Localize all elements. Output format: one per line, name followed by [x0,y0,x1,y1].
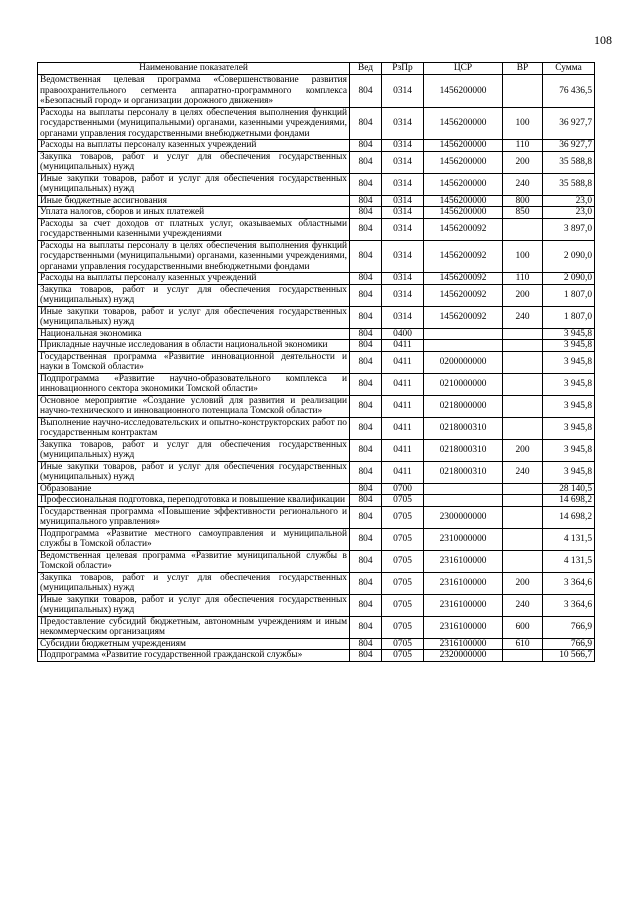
row-name: Закупка товаров, работ и услуг для обеспечения государственных (муниципальных) нужд [38,439,350,461]
row-rzpr: 0705 [382,572,424,594]
row-csr: 1456200092 [424,306,503,328]
row-rzpr: 0314 [382,306,424,328]
table-row [38,461,595,483]
table-row [38,483,595,495]
row-sum: 14 698,2 [543,495,595,507]
row-name: Иные закупки товаров, работ и услуг для обеспечения государственных (муниципальных) нужд [38,173,350,195]
table-row [38,572,595,594]
row-sum: 3 945,8 [543,351,595,373]
row-sum: 4 131,5 [543,550,595,572]
row-sum: 14 698,2 [543,506,595,528]
table-header-row [38,63,595,75]
row-sum: 3 897,0 [543,218,595,240]
row-rzpr: 0314 [382,140,424,152]
table-row [38,528,595,550]
row-ved: 804 [350,528,382,550]
row-name: Иные закупки товаров, работ и услуг для обеспечения государственных (муниципальных) нужд [38,461,350,483]
row-name: Уплата налогов, сборов и иных платежей [38,207,350,219]
row-csr: 2316100000 [424,594,503,616]
row-sum: 3 945,8 [543,461,595,483]
table-row [38,173,595,195]
row-rzpr: 0411 [382,340,424,352]
row-ved: 804 [350,594,382,616]
row-csr: 0218000310 [424,461,503,483]
row-ved: 804 [350,572,382,594]
budget-table [37,62,595,662]
row-vr [503,340,543,352]
row-name: Иные закупки товаров, работ и услуг для обеспечения государственных (муниципальных) нужд [38,594,350,616]
row-sum: 766,9 [543,638,595,650]
table-row [38,218,595,240]
table-row [38,495,595,507]
row-csr: 0218000000 [424,395,503,417]
row-name: Подпрограмма «Развитие научно-образовательного комплекса и инновационного сектора экономики Томской области» [38,373,350,395]
row-sum: 36 927,7 [543,107,595,140]
row-name: Выполнение научно-исследовательских и опытно-конструкторских работ по государственным контрактам [38,417,350,439]
table-row [38,328,595,340]
row-ved: 804 [350,328,382,340]
row-rzpr: 0411 [382,461,424,483]
row-rzpr: 0411 [382,417,424,439]
row-ved: 804 [350,351,382,373]
row-vr [503,395,543,417]
row-ved: 804 [350,439,382,461]
row-name: Иные закупки товаров, работ и услуг для обеспечения государственных (муниципальных) нужд [38,306,350,328]
row-sum: 766,9 [543,616,595,638]
row-csr: 2316100000 [424,616,503,638]
row-vr [503,417,543,439]
row-rzpr: 0314 [382,107,424,140]
row-rzpr: 0705 [382,528,424,550]
row-csr: 1456200092 [424,273,503,285]
row-rzpr: 0700 [382,483,424,495]
row-name: Государственная программа «Повышение эффективности регионального и муниципального управления» [38,506,350,528]
row-csr: 2300000000 [424,506,503,528]
row-ved: 804 [350,638,382,650]
row-ved: 804 [350,207,382,219]
row-sum: 1 807,0 [543,306,595,328]
row-name: Национальная экономика [38,328,350,340]
row-ved: 804 [350,75,382,108]
table-row [38,140,595,152]
row-rzpr: 0705 [382,616,424,638]
row-name: Расходы на выплаты персоналу в целях обеспечения выполнения функций государственными (муниципальными) органами, казенными учреждениями, органами управления государственными внебюджетными фондами [38,240,350,273]
table-row [38,340,595,352]
row-rzpr: 0314 [382,75,424,108]
row-csr: 2316100000 [424,550,503,572]
row-vr: 200 [503,572,543,594]
row-vr [503,506,543,528]
row-rzpr: 0314 [382,218,424,240]
row-sum: 2 090,0 [543,273,595,285]
row-rzpr: 0705 [382,594,424,616]
row-ved: 804 [350,173,382,195]
row-rzpr: 0314 [382,273,424,285]
row-vr [503,495,543,507]
row-vr: 110 [503,273,543,285]
row-name: Подпрограмма «Развитие государственной гражданской службы» [38,650,350,662]
row-name: Закупка товаров, работ и услуг для обеспечения государственных (муниципальных) нужд [38,572,350,594]
row-csr: 1456200092 [424,284,503,306]
row-csr: 1456200092 [424,240,503,273]
row-vr: 610 [503,638,543,650]
row-csr: 2320000000 [424,650,503,662]
row-sum: 2 090,0 [543,240,595,273]
row-ved: 804 [350,550,382,572]
row-csr [424,483,503,495]
table-row [38,395,595,417]
row-sum: 4 131,5 [543,528,595,550]
row-vr: 110 [503,140,543,152]
row-rzpr: 0411 [382,351,424,373]
row-csr: 1456200092 [424,218,503,240]
row-name: Иные бюджетные ассигнования [38,195,350,207]
row-sum: 3 945,8 [543,395,595,417]
row-name: Подпрограмма «Развитие местного самоуправления и муниципальной службы в Томской области» [38,528,350,550]
row-name: Предоставление субсидий бюджетным, автономным учреждениям и иным некоммерческим организациям [38,616,350,638]
table-row [38,439,595,461]
row-sum: 28 140,5 [543,483,595,495]
row-vr [503,351,543,373]
header-sum: Сумма [543,63,595,75]
row-ved: 804 [350,240,382,273]
row-sum: 36 927,7 [543,140,595,152]
table-row [38,506,595,528]
row-name: Основное мероприятие «Создание условий для развития и реализации научно-технического и инновационного потенциала Томской области» [38,395,350,417]
row-vr [503,528,543,550]
table-row [38,107,595,140]
table-row [38,207,595,219]
row-rzpr: 0705 [382,495,424,507]
row-csr: 1456200000 [424,173,503,195]
row-ved: 804 [350,495,382,507]
row-rzpr: 0705 [382,650,424,662]
row-ved: 804 [350,483,382,495]
row-ved: 804 [350,650,382,662]
row-csr: 2316100000 [424,572,503,594]
table-row [38,284,595,306]
row-sum: 76 436,5 [543,75,595,108]
table-row [38,616,595,638]
row-sum: 3 945,8 [543,373,595,395]
row-ved: 804 [350,506,382,528]
row-vr: 200 [503,284,543,306]
row-ved: 804 [350,218,382,240]
row-vr: 240 [503,461,543,483]
row-ved: 804 [350,151,382,173]
row-name: Расходы за счет доходов от платных услуг, оказываемых областными государственными казенными учреждениями [38,218,350,240]
row-rzpr: 0314 [382,151,424,173]
table-row [38,650,595,662]
row-ved: 804 [350,616,382,638]
row-vr: 240 [503,173,543,195]
row-csr: 2316100000 [424,638,503,650]
row-csr: 0218000310 [424,439,503,461]
row-sum: 3 945,8 [543,340,595,352]
row-csr: 1456200000 [424,107,503,140]
row-name: Прикладные научные исследования в области национальной экономики [38,340,350,352]
row-rzpr: 0400 [382,328,424,340]
header-rzpr: РзПр [382,63,424,75]
row-vr [503,218,543,240]
row-sum: 35 588,8 [543,173,595,195]
row-name: Расходы на выплаты персоналу в целях обеспечения выполнения функций государственными (муниципальными) органами, казенными учреждениями, органами управления государственными внебюджетными фондами [38,107,350,140]
row-name: Ведомственная целевая программа «Развитие муниципальной службы в Томской области» [38,550,350,572]
row-rzpr: 0314 [382,284,424,306]
table-row [38,273,595,285]
row-rzpr: 0314 [382,240,424,273]
row-ved: 804 [350,284,382,306]
table-row [38,195,595,207]
row-vr [503,373,543,395]
row-csr [424,340,503,352]
row-rzpr: 0314 [382,173,424,195]
page-number: 108 [594,33,612,47]
row-vr [503,550,543,572]
row-csr: 0218000310 [424,417,503,439]
row-vr: 240 [503,306,543,328]
row-ved: 804 [350,140,382,152]
row-rzpr: 0705 [382,550,424,572]
table-row [38,373,595,395]
row-csr: 1456200000 [424,195,503,207]
table-row [38,550,595,572]
row-ved: 804 [350,195,382,207]
row-ved: 804 [350,395,382,417]
table-row [38,417,595,439]
table-row [38,638,595,650]
table-row [38,151,595,173]
row-name: Закупка товаров, работ и услуг для обеспечения государственных (муниципальных) нужд [38,284,350,306]
row-name: Субсидии бюджетным учреждениям [38,638,350,650]
table-row [38,240,595,273]
header-name: Наименование показателей [38,63,350,75]
row-vr: 800 [503,195,543,207]
row-vr: 200 [503,439,543,461]
row-vr: 600 [503,616,543,638]
row-sum: 35 588,8 [543,151,595,173]
row-csr: 1456200000 [424,207,503,219]
row-ved: 804 [350,273,382,285]
row-rzpr: 0705 [382,506,424,528]
row-sum: 23,0 [543,195,595,207]
row-name: Ведомственная целевая программа «Совершенствование развития правоохранительного сегмента аппаратно-программного комплекса «Безопасный город» и организации дорожного движения» [38,75,350,108]
row-name: Расходы на выплаты персоналу казенных учреждений [38,273,350,285]
row-ved: 804 [350,373,382,395]
row-vr [503,650,543,662]
row-ved: 804 [350,306,382,328]
row-sum: 1 807,0 [543,284,595,306]
row-csr: 1456200000 [424,75,503,108]
row-sum: 10 566,7 [543,650,595,662]
row-ved: 804 [350,461,382,483]
row-vr [503,483,543,495]
header-ved: Вед [350,63,382,75]
row-sum: 3 945,8 [543,439,595,461]
row-rzpr: 0314 [382,207,424,219]
row-csr: 2310000000 [424,528,503,550]
row-rzpr: 0705 [382,638,424,650]
row-name: Закупка товаров, работ и услуг для обеспечения государственных (муниципальных) нужд [38,151,350,173]
row-csr: 0210000000 [424,373,503,395]
table-row [38,75,595,108]
row-vr: 240 [503,594,543,616]
row-name: Государственная программа «Развитие инновационной деятельности и науки в Томской области» [38,351,350,373]
header-csr: ЦСР [424,63,503,75]
row-vr: 100 [503,107,543,140]
row-csr: 0200000000 [424,351,503,373]
row-sum: 3 364,6 [543,572,595,594]
row-sum: 3 945,8 [543,417,595,439]
table-row [38,594,595,616]
row-rzpr: 0314 [382,195,424,207]
row-sum: 3 945,8 [543,328,595,340]
row-vr: 100 [503,240,543,273]
row-rzpr: 0411 [382,439,424,461]
row-sum: 23,0 [543,207,595,219]
row-rzpr: 0411 [382,395,424,417]
row-vr [503,75,543,108]
row-name: Профессиональная подготовка, переподготовка и повышение квалификации [38,495,350,507]
row-csr: 1456200000 [424,140,503,152]
row-name: Расходы на выплаты персоналу казенных учреждений [38,140,350,152]
row-name: Образование [38,483,350,495]
row-rzpr: 0411 [382,373,424,395]
row-ved: 804 [350,340,382,352]
row-vr: 200 [503,151,543,173]
row-csr: 1456200000 [424,151,503,173]
row-sum: 3 364,6 [543,594,595,616]
row-ved: 804 [350,417,382,439]
table-row [38,351,595,373]
header-vr: ВР [503,63,543,75]
row-csr [424,328,503,340]
row-ved: 804 [350,107,382,140]
row-csr [424,495,503,507]
row-vr: 850 [503,207,543,219]
row-vr [503,328,543,340]
table-row [38,306,595,328]
